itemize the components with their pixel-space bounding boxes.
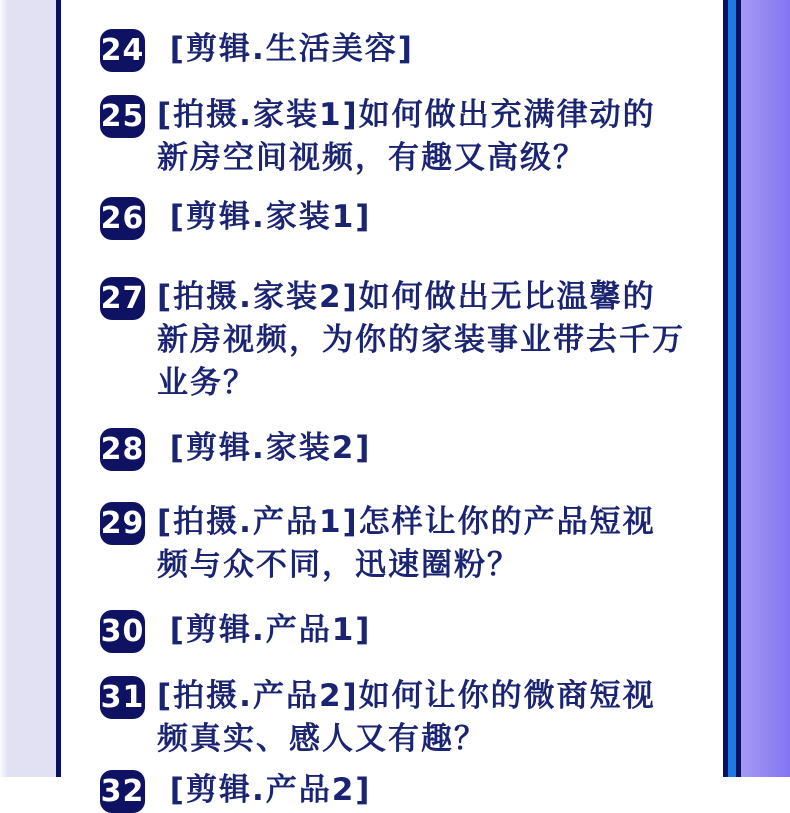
item-number-badge: 24 [100, 29, 145, 72]
list-item [100, 28, 723, 72]
item-number-badge: 29 [100, 502, 145, 545]
item-number-badge: 27 [100, 277, 145, 320]
list-item [100, 609, 723, 653]
item-text: [剪辑.家装1] [157, 199, 372, 235]
left-margin-strip [0, 0, 56, 777]
list-item [100, 501, 723, 587]
item-number-badge: 31 [100, 676, 145, 719]
item-number-badge: 32 [100, 770, 145, 813]
item-text: [剪辑.生活美容] [157, 31, 414, 67]
item-text: [拍摄.产品1]怎样让你的产品短视频与众不同，迅速圈粉？ [157, 504, 656, 583]
item-number-badge: 25 [100, 95, 145, 138]
right-accent-stripe [728, 0, 736, 777]
list-item [100, 769, 723, 813]
item-text: [剪辑.家装2] [157, 430, 372, 466]
item-number-badge: 26 [100, 197, 145, 240]
list-item [100, 427, 723, 471]
list-item [100, 675, 723, 761]
item-number-badge: 28 [100, 428, 145, 471]
item-text: [剪辑.产品2] [157, 772, 372, 808]
list-item [100, 94, 723, 180]
item-number-badge: 30 [100, 610, 145, 653]
course-syllabus-list [61, 0, 723, 809]
right-margin-strip [741, 0, 790, 777]
item-text: [拍摄.产品2]如何让你的微商短视频真实、感人又有趣？ [157, 678, 656, 757]
item-text: [拍摄.家装2]如何做出无比温馨的新房视频，为你的家装事业带去千万业务？ [157, 279, 685, 401]
item-text: [拍摄.家装1]如何做出充满律动的新房空间视频，有趣又高级？ [157, 97, 656, 176]
item-text: [剪辑.产品1] [157, 612, 372, 648]
list-item [100, 276, 723, 405]
list-item [100, 196, 723, 240]
